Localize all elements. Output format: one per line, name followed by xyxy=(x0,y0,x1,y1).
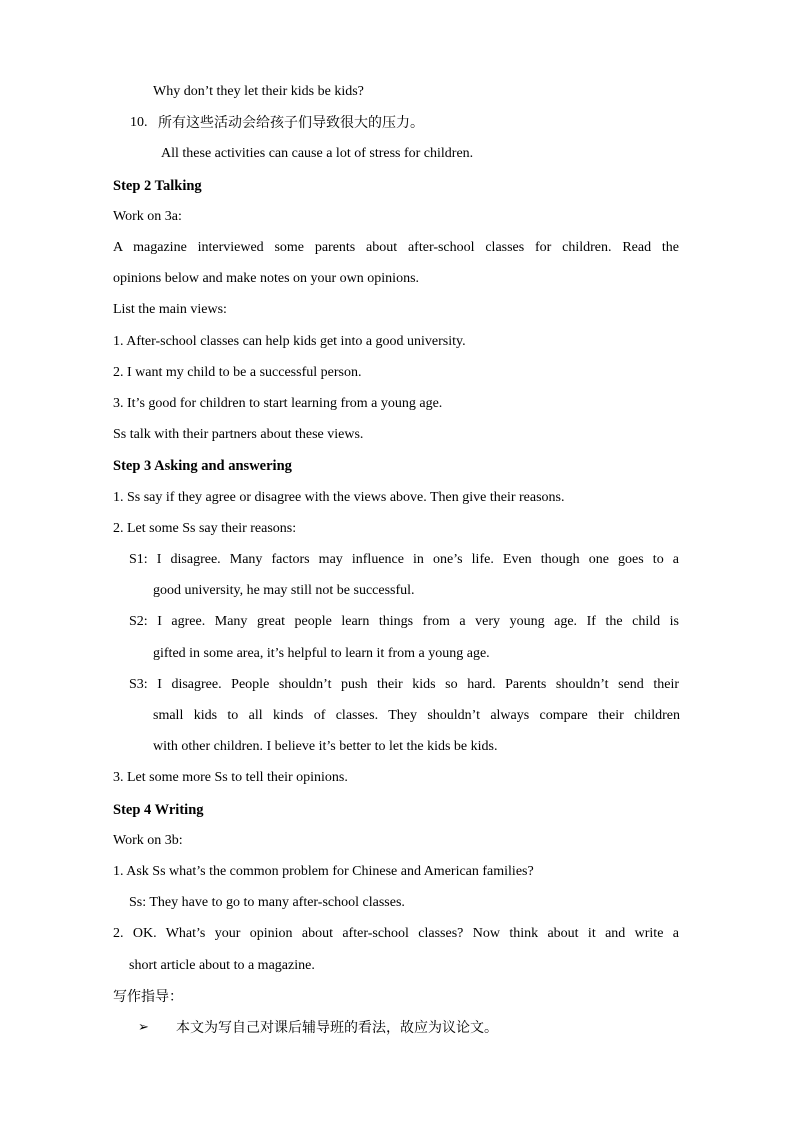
dialogue-line: S1: I disagree. Many factors may influence in one’s life. Even though one goes to a xyxy=(129,552,679,567)
dialogue-line: S2: I agree. Many great people learn things from a very young age. If the child is xyxy=(129,614,679,629)
section-heading: Step 2 Talking xyxy=(113,178,202,194)
chinese-sentence: 所有这些活动会给孩子们导致很大的压力。 xyxy=(158,115,424,131)
text-line: A magazine interviewed some parents about after-school classes for children. Read the xyxy=(113,240,679,255)
text-line: Work on 3a: xyxy=(113,209,182,224)
guide-heading: 写作指导： xyxy=(113,989,183,1005)
list-item: 3. Let some more Ss to tell their opinions. xyxy=(113,770,348,785)
dialogue-line: S3: I disagree. People shouldn’t push their kids so hard. Parents shouldn’t send their xyxy=(129,677,679,692)
list-item: 1. Ask Ss what’s the common problem for Chinese and American families? xyxy=(113,864,534,879)
text-line: List the main views: xyxy=(113,302,227,317)
dialogue-line: with other children. I believe it’s better to let the kids be kids. xyxy=(153,739,498,754)
list-item: 1. After-school classes can help kids get into a good university. xyxy=(113,334,466,349)
text-line: Work on 3b: xyxy=(113,833,183,848)
dialogue-line: gifted in some area, it’s helpful to learn it from a young age. xyxy=(153,646,490,661)
text-line: opinions below and make notes on your own opinions. xyxy=(113,271,420,286)
dialogue-line: good university, he may still not be successful. xyxy=(153,583,415,598)
list-item: 3. It’s good for children to start learning from a young age. xyxy=(113,396,443,411)
dialogue-line: small kids to all kinds of classes. They shouldn’t always compare their children xyxy=(153,708,680,723)
section-heading: Step 4 Writing xyxy=(113,802,204,818)
list-number: 10. xyxy=(130,115,148,130)
text-line: short article about to a magazine. xyxy=(129,958,315,973)
text-line: All these activities can cause a lot of stress for children. xyxy=(161,146,474,161)
text-line: Ss talk with their partners about these views. xyxy=(113,427,364,442)
list-item: 1. Ss say if they agree or disagree with the views above. Then give their reasons. xyxy=(113,490,565,505)
text-line: Why don’t they let their kids be kids? xyxy=(153,84,364,99)
list-item: 2. I want my child to be a successful person. xyxy=(113,365,362,380)
guide-bullet-text: 本文为写自己对课后辅导班的看法，故应为议论文。 xyxy=(176,1020,498,1036)
section-heading: Step 3 Asking and answering xyxy=(113,458,292,474)
list-item: 2. OK. What’s your opinion about after-school classes? Now think about it and write a xyxy=(113,926,679,941)
list-item: 2. Let some Ss say their reasons: xyxy=(113,521,297,536)
arrow-bullet-icon: ➢ xyxy=(138,1020,149,1035)
dialogue-line: Ss: They have to go to many after-school classes. xyxy=(129,895,405,910)
